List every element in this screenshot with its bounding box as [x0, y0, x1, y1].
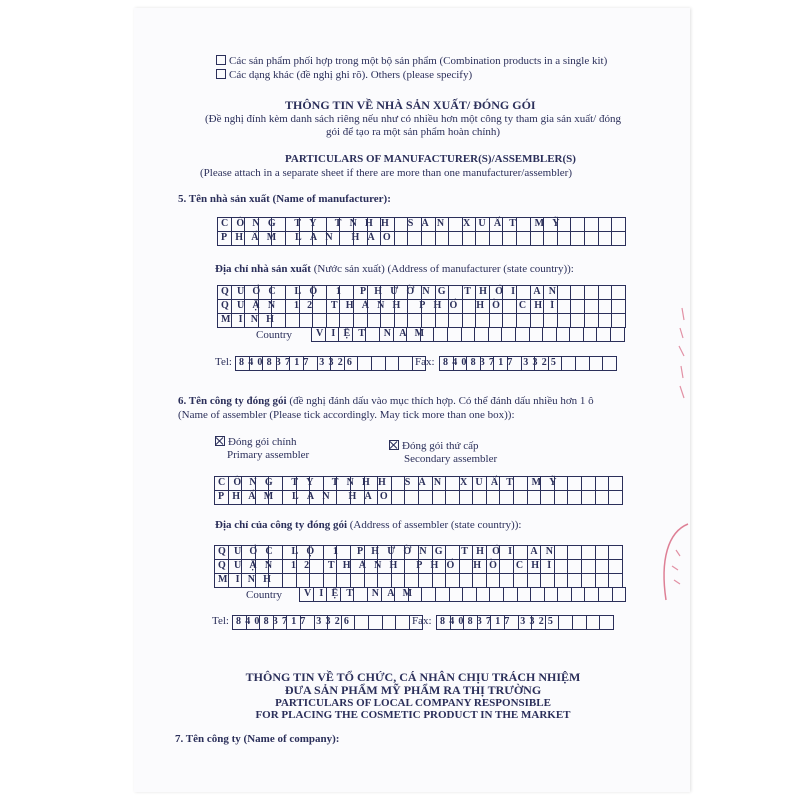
- assembler-fax: 84083717 3325: [440, 616, 558, 627]
- manufacturer-address-line2: QUẬN 12 THÀNH PHỐ HỒ CHÍ: [221, 300, 563, 311]
- checkbox-label: Đóng gói thứ cấp: [402, 440, 479, 452]
- secondary-assembler-en: Secondary assembler: [404, 453, 498, 465]
- manufacturer-country: VIỆT NAM: [316, 328, 433, 339]
- manufacturer-address-label: Địa chỉ nhà sản xuất (Nước sản xuất) (Address of manufacturer (state country)):: [215, 263, 574, 275]
- manufacturer-tel-label: Tel:: [215, 356, 232, 368]
- manufacturer-name-line1: CÔNG TY TNHH SẢN XUẤT MỸ: [221, 218, 568, 229]
- section-title-vi: THÔNG TIN VỀ NHÀ SẢN XUẤT/ ĐÓNG GÓI: [285, 98, 536, 112]
- checkbox-box[interactable]: [216, 69, 226, 79]
- section-note-vi-1: (Đề nghị đính kèm danh sách riêng nếu như có nhiều hơn một công ty tham gia sản xuất/ đóng: [205, 113, 621, 125]
- assembler-address-label: Địa chỉ của công ty đóng gói (Address of assembler (state country)):: [215, 519, 522, 531]
- assembler-address-line3: MINH: [218, 574, 280, 585]
- manufacturer-fax: 84083717 3325: [443, 357, 561, 368]
- item7-label: 7. Tên công ty (Name of company):: [175, 733, 340, 745]
- item6-label-line2: (Name of assembler (Please tick accordingly. May tick more than one box)):: [178, 409, 515, 421]
- assembler-name-line2: PHẨM LAN HẢO: [218, 491, 396, 502]
- section-title-en: PARTICULARS OF MANUFACTURER(S)/ASSEMBLER(S): [285, 153, 576, 165]
- checkbox-other-forms[interactable]: [216, 69, 472, 81]
- responsible-title-en-1: PARTICULARS OF LOCAL COMPANY RESPONSIBLE: [275, 697, 551, 709]
- checkbox-combination-products[interactable]: [216, 55, 607, 67]
- checkbox-label: Đóng gói chính: [228, 436, 297, 448]
- assembler-country: VIỆT NAM: [304, 588, 421, 599]
- primary-assembler-en: Primary assembler: [227, 449, 310, 461]
- manufacturer-name-line2: PHẨM LAN HẢO: [221, 232, 399, 243]
- seal-mark: [650, 520, 690, 610]
- manufacturer-tel: 84083717 3326: [239, 357, 357, 368]
- responsible-title-vi-2: ĐƯA SẢN PHẨM MỸ PHẨM RA THỊ TRƯỜNG: [284, 683, 542, 697]
- manufacturer-address-line3: MINH: [221, 314, 283, 325]
- assembler-address-line2: QUẬN 12 THÀNH PHỐ HỒ CHÍ: [218, 560, 560, 571]
- stamp-mark: [668, 300, 690, 410]
- checkbox-label: Các sản phẩm phối hợp trong một bộ sản phẩm (Combination products in a single kit): [229, 55, 608, 67]
- checkbox-checked[interactable]: [215, 436, 225, 446]
- manufacturer-address-line1: QUỐC LỘ 1 PHƯỜNG THỚI AN: [221, 286, 565, 297]
- responsible-title-en-2: FOR PLACING THE COSMETIC PRODUCT IN THE MARKET: [255, 709, 571, 721]
- country-label: Country: [246, 589, 283, 601]
- assembler-tel: 84083717 3326: [236, 616, 354, 627]
- assembler-address-line1: QUỐC LỘ 1 PHƯỜNG THỚI AN: [218, 546, 562, 557]
- section-note-en: (Please attach in a separate sheet if there are more than one manufacturer/assembler): [200, 167, 572, 179]
- section-note-vi-2: gói để tạo ra một sản phẩm hoàn chỉnh): [325, 126, 501, 138]
- assembler-fax-label: Fax:: [412, 615, 432, 627]
- item5-label: 5. Tên nhà sản xuất (Name of manufacturer):: [178, 193, 391, 205]
- responsible-title-vi-1: THÔNG TIN VỀ TỔ CHỨC, CÁ NHÂN CHỊU TRÁCH NHIỆM: [245, 670, 581, 684]
- checkbox-label: Các dạng khác (đề nghị ghi rõ). Others (please specify): [229, 69, 473, 81]
- checkbox-secondary-assembler[interactable]: [389, 440, 479, 452]
- checkbox-checked[interactable]: [389, 440, 399, 450]
- item6-label: 6. Tên công ty đóng gói (đề nghị đánh dấu vào mục thích hợp. Có thể đánh dấu nhiều hơn 1 ô: [178, 395, 594, 407]
- country-label: Country: [256, 329, 293, 341]
- assembler-name-line1: CÔNG TY TNHH SẢN XUẤT MỸ: [218, 477, 565, 488]
- assembler-tel-label: Tel:: [212, 615, 229, 627]
- checkbox-box[interactable]: [216, 55, 226, 65]
- manufacturer-fax-label: Fax:: [415, 356, 435, 368]
- checkbox-primary-assembler[interactable]: [215, 436, 296, 448]
